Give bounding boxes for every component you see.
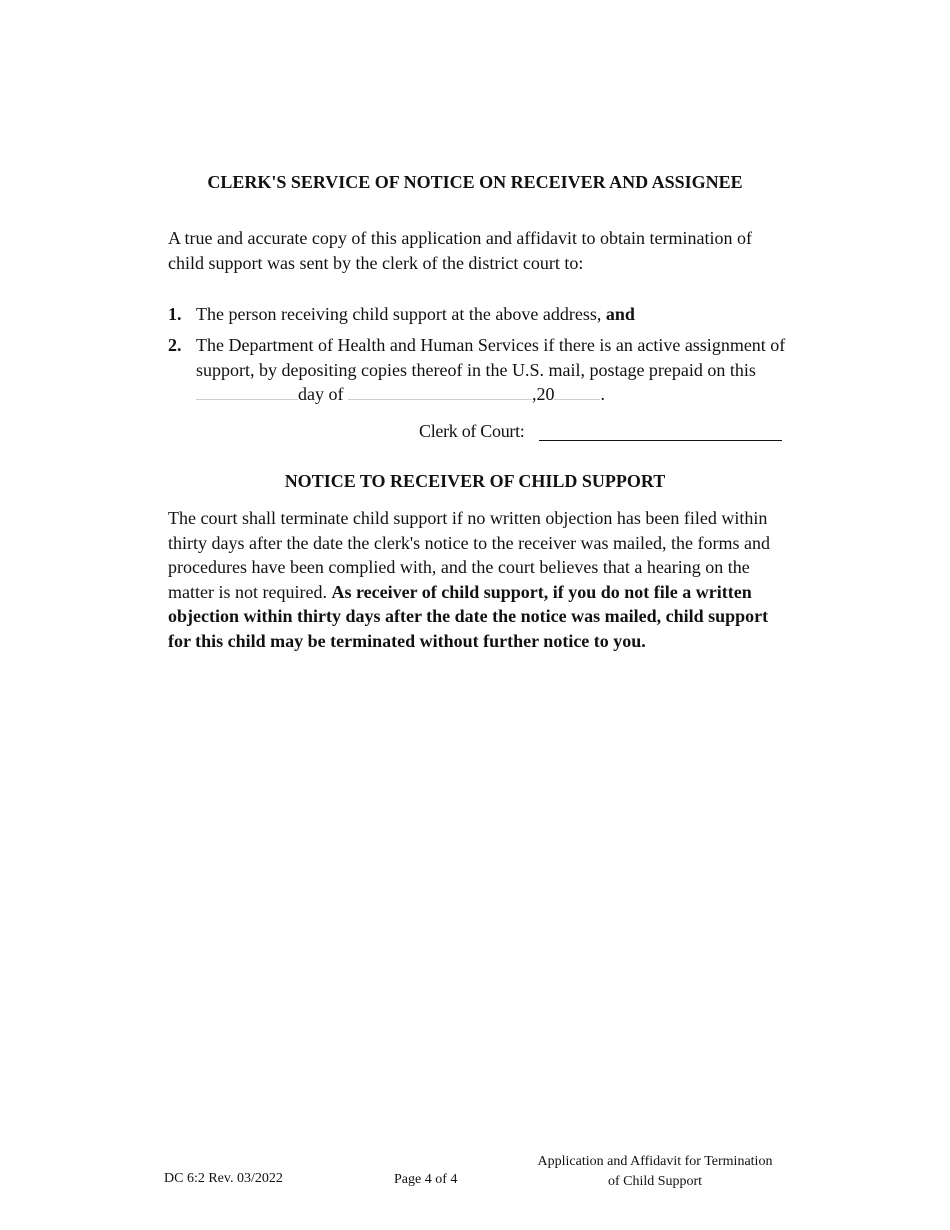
footer-title-line2: of Child Support <box>607 1173 703 1189</box>
section-title-notice-to-receiver: NOTICE TO RECEIVER OF CHILD SUPPORT <box>284 471 666 491</box>
end-period: . <box>600 384 605 404</box>
notice-paragraph <box>168 506 786 653</box>
day-of-label: day of <box>298 384 344 404</box>
day-input[interactable] <box>196 385 298 400</box>
list-item-text <box>196 302 786 327</box>
intro-paragraph: A true and accurate copy of this application and affidavit to obtain termination of child support was sent by the clerk of the district court to: <box>168 228 752 273</box>
list-item-number: 1. <box>168 304 182 324</box>
footer-title-line1: Application and Affidavit for Termination <box>537 1154 773 1169</box>
month-input[interactable] <box>348 385 532 400</box>
notice-text: The court shall terminate child support if no written objection has been filed within thirty days after the date the clerk's notice to the receiver was mailed, the forms and procedures have been complied with, and the court believes that a hearing on the matter is not required. <box>168 508 771 602</box>
item1-text: The person receiving child support at the above address, <box>196 304 602 324</box>
clerk-of-court-label: Clerk of Court: <box>419 421 525 441</box>
list-item-number: 2. <box>168 335 182 355</box>
section-title-clerk-service: CLERK'S SERVICE OF NOTICE ON RECEIVER AND ASSIGNEE <box>207 172 743 192</box>
footer-document-title <box>500 1152 810 1191</box>
year-prefix: ,20 <box>531 384 555 404</box>
item2-text: The Department of Health and Human Services if there is an active assignment of support, by depositing copies thereof in the U.S. mail, postage prepaid on this <box>196 335 786 380</box>
footer-form-id: DC 6:2 Rev. 03/2022 <box>164 1171 283 1186</box>
item1-bold-suffix: and <box>605 304 635 324</box>
list-item <box>168 302 788 328</box>
year-input[interactable] <box>554 385 600 400</box>
clerk-signature-line[interactable] <box>539 440 782 441</box>
list-item-text <box>196 333 786 407</box>
list-item <box>168 333 788 409</box>
footer-page-number: Page 4 of 4 <box>394 1172 458 1187</box>
notice-bold-text: As receiver of child support, if you do not file a written objection within thirty days after the date the notice was mailed, child support for this child may be terminated without further notice to you. <box>168 581 769 651</box>
